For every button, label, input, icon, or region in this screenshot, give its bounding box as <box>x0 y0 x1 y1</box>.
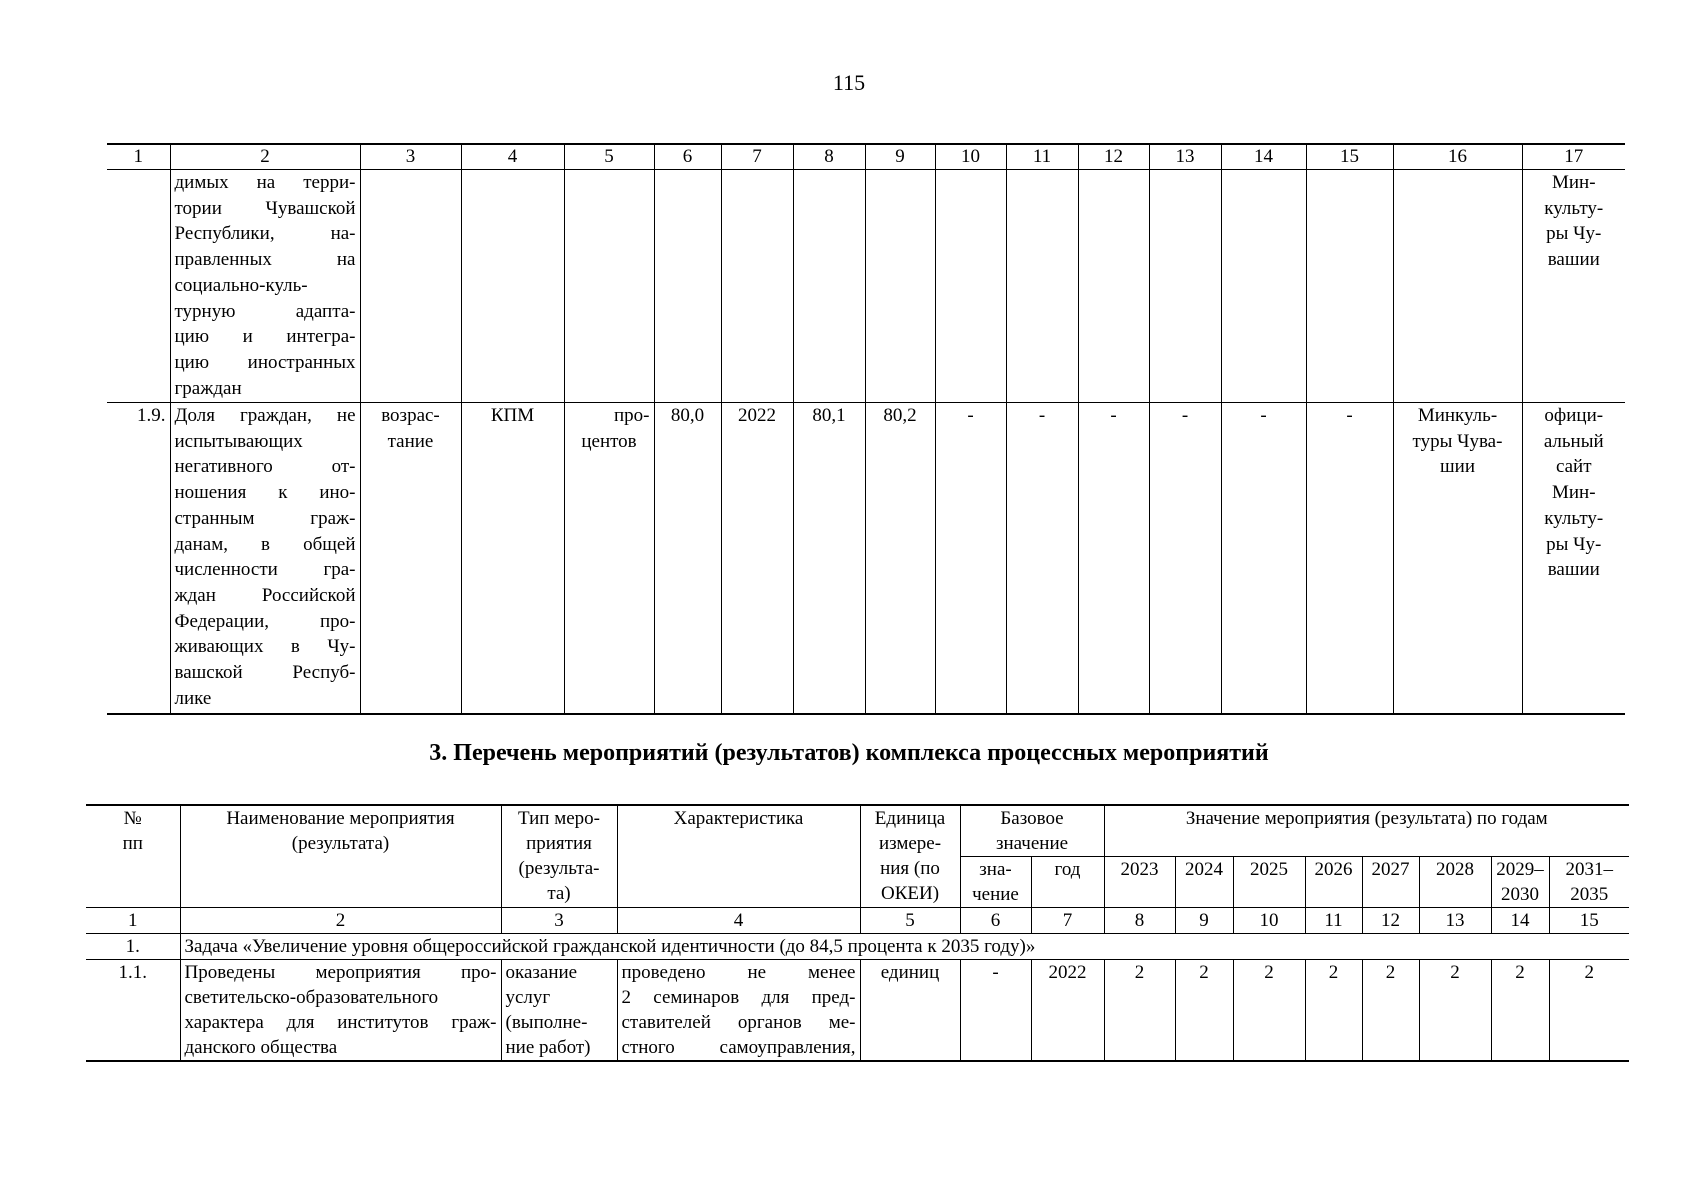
column-number: 15 <box>1549 908 1629 934</box>
column-number: 10 <box>1233 908 1305 934</box>
base-value-cell: 80,0 <box>654 403 721 714</box>
header-cell: 14 <box>1221 144 1306 170</box>
row-number: 1.9. <box>107 403 170 714</box>
value-cell: - <box>935 403 1006 714</box>
column-number: 3 <box>501 908 617 934</box>
value-cell: - <box>1149 403 1221 714</box>
value-cell: 2 <box>1419 960 1491 1062</box>
table-cell <box>793 170 865 403</box>
header-base-year: год <box>1031 857 1104 908</box>
table-cell <box>935 170 1006 403</box>
activities-table <box>86 804 1629 1062</box>
value-cell: 80,1 <box>793 403 865 714</box>
header-characteristic: Характеристика <box>617 805 860 908</box>
header-cell: 10 <box>935 144 1006 170</box>
table-cell <box>721 170 793 403</box>
column-number: 9 <box>1175 908 1233 934</box>
header-cell: 15 <box>1306 144 1393 170</box>
header-cell: 11 <box>1006 144 1078 170</box>
table-header-row <box>107 144 1625 170</box>
unit-cell: единиц <box>860 960 960 1062</box>
column-number: 5 <box>860 908 960 934</box>
level-cell: КПМ <box>461 403 564 714</box>
table-cell <box>1078 170 1149 403</box>
header-values: Значение мероприятия (результата) по годам <box>1104 805 1629 857</box>
row-number: 1.1. <box>86 960 180 1062</box>
header-year: 2023 <box>1104 857 1175 908</box>
value-cell: 2 <box>1233 960 1305 1062</box>
column-number: 12 <box>1362 908 1419 934</box>
activity-name-cell: Проведены мероприятия про- светительско-образовательного характера для институтов граж- данского общества <box>180 960 501 1062</box>
base-year-cell: 2022 <box>1031 960 1104 1062</box>
table-cell <box>461 170 564 403</box>
header-cell: 7 <box>721 144 793 170</box>
column-number: 4 <box>617 908 860 934</box>
base-year-cell: 2022 <box>721 403 793 714</box>
header-cell: 13 <box>1149 144 1221 170</box>
header-cell: 9 <box>865 144 935 170</box>
table-cell <box>1221 170 1306 403</box>
table-row <box>107 170 1625 403</box>
value-cell: 80,2 <box>865 403 935 714</box>
table-cell <box>1006 170 1078 403</box>
header-base: Базовое значение <box>960 805 1104 857</box>
unit-cell: про- центов <box>564 403 654 714</box>
table-row <box>86 960 1629 1062</box>
header-unit: Единица измере- ния (по ОКЕИ) <box>860 805 960 908</box>
column-number: 11 <box>1305 908 1362 934</box>
header-year: 2026 <box>1305 857 1362 908</box>
header-year: 2029– 2030 <box>1491 857 1549 908</box>
value-cell: 2 <box>1491 960 1549 1062</box>
header-type: Тип меро- приятия (результа- та) <box>501 805 617 908</box>
indicator-name-cell: димых на терри- тории Чувашской Республики, на- правленных на социально-куль- турную адапта- цию и интегра- цию иностранных граждан <box>170 170 360 403</box>
column-number: 7 <box>1031 908 1104 934</box>
table-cell <box>1393 170 1522 403</box>
column-number: 8 <box>1104 908 1175 934</box>
task-text: Задача «Увеличение уровня общероссийской гражданской идентичности (до 84,5 процента к 2035 году)» <box>180 934 1629 960</box>
header-year: 2027 <box>1362 857 1419 908</box>
table-cell <box>564 170 654 403</box>
activity-type-cell: оказание услуг (выполне- ние работ) <box>501 960 617 1062</box>
header-cell: 5 <box>564 144 654 170</box>
table-row <box>107 403 1625 714</box>
header-cell: 17 <box>1522 144 1625 170</box>
header-cell: 1 <box>107 144 170 170</box>
header-year: 2024 <box>1175 857 1233 908</box>
responsible-cell: Минкуль- туры Чува- шии <box>1393 403 1522 714</box>
table-cell <box>1149 170 1221 403</box>
source-cell: офици- альный сайт Мин- культу- ры Чу- вашии <box>1522 403 1625 714</box>
table-cell <box>1306 170 1393 403</box>
column-number: 14 <box>1491 908 1549 934</box>
header-num: № пп <box>86 805 180 908</box>
value-cell: - <box>1078 403 1149 714</box>
header-cell: 8 <box>793 144 865 170</box>
indicators-table <box>107 143 1625 715</box>
table-cell <box>654 170 721 403</box>
value-cell: 2 <box>1175 960 1233 1062</box>
header-cell: 2 <box>170 144 360 170</box>
header-cell: 16 <box>1393 144 1522 170</box>
column-number: 6 <box>960 908 1031 934</box>
header-cell: 6 <box>654 144 721 170</box>
task-row <box>86 934 1629 960</box>
value-cell: 2 <box>1362 960 1419 1062</box>
base-value-cell: - <box>960 960 1031 1062</box>
header-year: 2025 <box>1233 857 1305 908</box>
row-number: 1. <box>86 934 180 960</box>
column-number: 13 <box>1419 908 1491 934</box>
characteristic-cell: проведено не менее 2 семинаров для пред- ставителей органов ме- стного самоуправления, <box>617 960 860 1062</box>
table-cell <box>360 170 461 403</box>
indicator-name-cell: Доля граждан, не испытывающих негативного от- ношения к ино- странным граж- данам, в общей численности гра- ждан Российской Федерации, про- живающих в Чу- вашской Респуб- лике <box>170 403 360 714</box>
value-cell: 2 <box>1104 960 1175 1062</box>
source-cell: Мин- культу- ры Чу- вашии <box>1522 170 1625 403</box>
value-cell: - <box>1306 403 1393 714</box>
column-number-row <box>86 908 1629 934</box>
table-header-row <box>86 805 1629 857</box>
column-number: 2 <box>180 908 501 934</box>
value-cell: - <box>1221 403 1306 714</box>
table-cell <box>107 170 170 403</box>
value-cell: - <box>1006 403 1078 714</box>
section-title: 3. Перечень мероприятий (результатов) комплекса процессных мероприятий <box>429 740 1269 766</box>
header-year: 2031– 2035 <box>1549 857 1629 908</box>
table-cell <box>865 170 935 403</box>
header-cell: 3 <box>360 144 461 170</box>
header-cell: 4 <box>461 144 564 170</box>
page-number: 115 <box>832 70 866 95</box>
header-year: 2028 <box>1419 857 1491 908</box>
value-cell: 2 <box>1549 960 1629 1062</box>
value-cell: 2 <box>1305 960 1362 1062</box>
header-base-value: зна- чение <box>960 857 1031 908</box>
header-cell: 12 <box>1078 144 1149 170</box>
direction-cell: возрас- тание <box>360 403 461 714</box>
column-number: 1 <box>86 908 180 934</box>
header-name: Наименование мероприятия (результата) <box>180 805 501 908</box>
